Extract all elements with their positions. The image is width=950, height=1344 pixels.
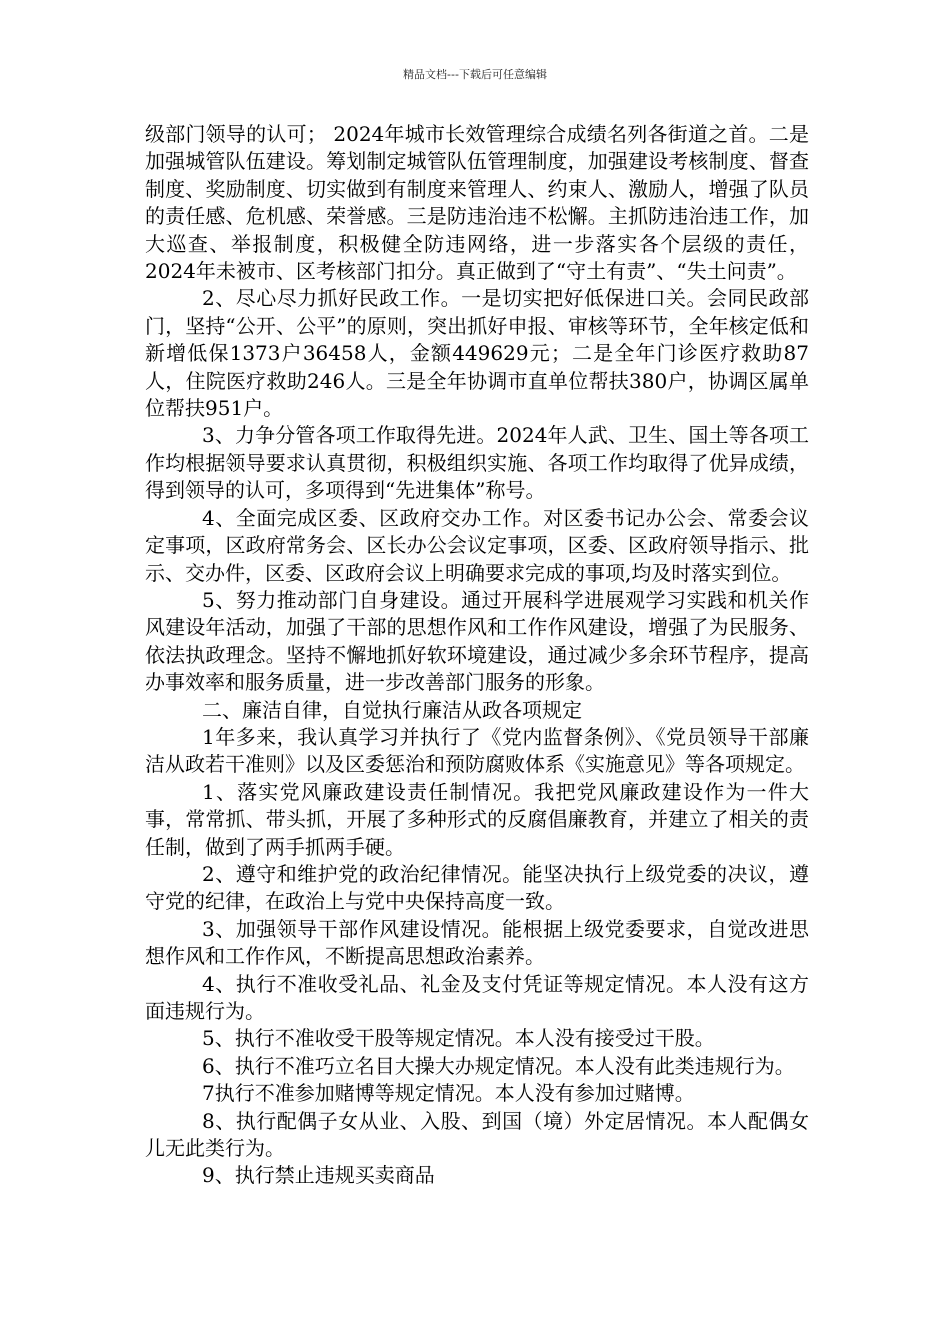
paragraph: 9、执行禁止违规买卖商品 [202,1163,435,1188]
paragraph: 4、全面完成区委、区政府交办工作。对区委书记办公会、常委会议定事项，区政府常务会、区长办公会议定事项，区委、区政府领导指示、批示、交办件，区委、区政府会议上明确要求完成的事项,均及时落实到位。 [145,505,809,585]
paragraph: 1、落实党风廉政建设责任制情况。我把党风廉政建设作为一件大事，常常抓、带头抓，开展了多种形式的反腐倡廉教育，并建立了相关的责任制，做到了两手抓两手硬。 [145,779,809,859]
paragraph: 4、执行不准收受礼品、礼金及支付凭证等规定情况。本人没有这方面违规行为。 [145,971,809,1023]
paragraph: 6、执行不准巧立名目大操大办规定情况。本人没有此类违规行为。 [202,1053,795,1078]
section-heading: 二、廉洁自律，自觉执行廉洁从政各项规定 [202,697,582,722]
paragraph: 3、加强领导干部作风建设情况。能根据上级党委要求，自觉改进思想作风和工作作风，不断提高思想政治素养。 [145,916,809,969]
paragraph: 2、遵守和维护党的政治纪律情况。能坚决执行上级党委的决议，遵守党的纪律，在政治上与党中央保持高度一致。 [145,861,809,914]
paragraph: 5、执行不准收受干股等规定情况。本人没有接受过干股。 [202,1026,715,1051]
paragraph-continuation: 级部门领导的认可； 2024年城市长效管理综合成绩名列各街道之首。二是加强城管队伍建设。筹划制定城管队伍管理制度，加强建设考核制度、督查制度、奖励制度、切实做到有制度来管理人、约束人、激励人，增强了队员的责任感、危机感、荣誉感。三是防违治违不松懈。主抓防违治违工作，加大巡查、举报制度，积极健全防违网络，进一步落实各个层级的责任，2024年未被市、区考核部门扣分。真正做到了“守土有责”、“失土问责”。 [145,122,809,284]
page-header: 精品文档---下载后可任意编辑 [403,68,547,81]
paragraph: 5、努力推动部门自身建设。通过开展科学进展观学习实践和机关作风建设年活动，加强了干部的思想作风和工作作风建设，增强了为民服务、依法执政理念。坚持不懈地抓好软环境建设，通过减少多余环节程序，提高办事效率和服务质量，进一步改善部门服务的形象。 [145,587,809,695]
paragraph: 7执行不准参加赌博等规定情况。本人没有参加过赌博。 [202,1081,695,1106]
paragraph: 8、执行配偶子女从业、入股、到国（境）外定居情况。本人配偶女儿无此类行为。 [145,1108,809,1161]
paragraph: 1年多来，我认真学习并执行了《党内监督条例》、《党员领导干部廉洁从政若干准则》以及区委惩治和预防腐败体系《实施意见》等各项规定。 [145,724,809,777]
paragraph: 3、力争分管各项工作取得先进。2024年人武、卫生、国土等各项工作均根据领导要求认真贯彻，积极组织实施、各项工作均取得了优异成绩，得到领导的认可，多项得到“先进集体”称号。 [145,423,809,503]
document-body [145,121,809,1190]
paragraph: 2、尽心尽力抓好民政工作。一是切实把好低保进口关。会同民政部门，坚持“公开、公平”的原则，突出抓好申报、审核等环节，全年核定低和新增低保1373户36458人，金额449629元；二是全年门诊医疗救助87人，住院医疗救助246人。三是全年协调市直单位帮扶380户，协调区属单位帮扶951户。 [145,286,809,421]
